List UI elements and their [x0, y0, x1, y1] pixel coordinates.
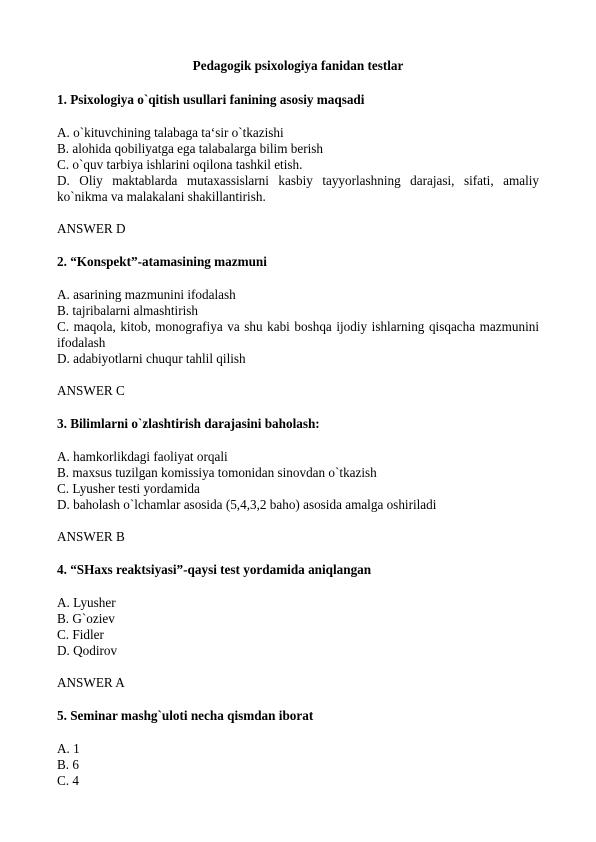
- option-a: A. o`kituvchining talabaga ta‘sir o`tkazishi: [57, 125, 284, 140]
- question-title: 4. “SHaxs reaktsiyasi”-qaysi test yordamida aniqlangan: [57, 562, 372, 577]
- option-b: B. alohida qobiliyatga ega talabalarga bilim berish: [57, 141, 323, 156]
- option-b: B. tajribalarni almashtirish: [57, 303, 198, 318]
- answer-line: ANSWER B: [57, 529, 125, 544]
- question-5: [57, 708, 539, 789]
- option-b: B. maxsus tuzilgan komissiya tomonidan sinovdan o`tkazish: [57, 465, 377, 480]
- page-title: Pedagogik psixologiya fanidan testlar: [192, 58, 404, 73]
- question-title: 5. Seminar mashg`uloti necha qismdan iborat: [57, 708, 314, 723]
- option-c: C. Fidler: [57, 627, 104, 642]
- answer-line: ANSWER A: [57, 675, 125, 690]
- option-d: D. Oliy maktablarda mutaxassislarni kasbiy tayyorlashning darajasi, sifati, amaliy ko`nikma va malakalani shakillantirish.: [57, 173, 539, 204]
- option-c: C. Lyusher testi yordamida: [57, 481, 200, 496]
- answer-line: ANSWER C: [57, 383, 125, 398]
- option-c: C. maqola, kitob, monografiya va shu kabi boshqa ijodiy ishlarning qisqacha mazmunini ifodalash: [57, 319, 539, 350]
- answer-line: ANSWER D: [57, 221, 126, 236]
- option-a: A. 1: [57, 741, 80, 756]
- question-2: [57, 254, 539, 399]
- option-d: D. adabiyotlarni chuqur tahlil qilish: [57, 351, 246, 366]
- question-1: [57, 92, 539, 237]
- option-d: D. Qodirov: [57, 643, 118, 658]
- option-c: C. o`quv tarbiya ishlarini oqilona tashkil etish.: [57, 157, 303, 172]
- option-a: A. Lyusher: [57, 595, 116, 610]
- question-title: 2. “Konspekt”-atamasining mazmuni: [57, 254, 267, 269]
- question-4: [57, 562, 539, 691]
- option-d: D. baholash o`lchamlar asosida (5,4,3,2 baho) asosida amalga oshiriladi: [57, 497, 437, 512]
- question-title: 3. Bilimlarni o`zlashtirish darajasini baholash:: [57, 416, 320, 431]
- option-b: B. G`oziev: [57, 611, 115, 626]
- option-b: B. 6: [57, 757, 79, 772]
- question-title: 1. Psixologiya o`qitish usullari fanining asosiy maqsadi: [57, 92, 365, 107]
- option-a: A. asarining mazmunini ifodalash: [57, 287, 236, 302]
- option-a: A. hamkorlikdagi faoliyat orqali: [57, 449, 228, 464]
- questions-list: [57, 92, 539, 789]
- option-c: C. 4: [57, 773, 79, 788]
- question-3: [57, 416, 539, 545]
